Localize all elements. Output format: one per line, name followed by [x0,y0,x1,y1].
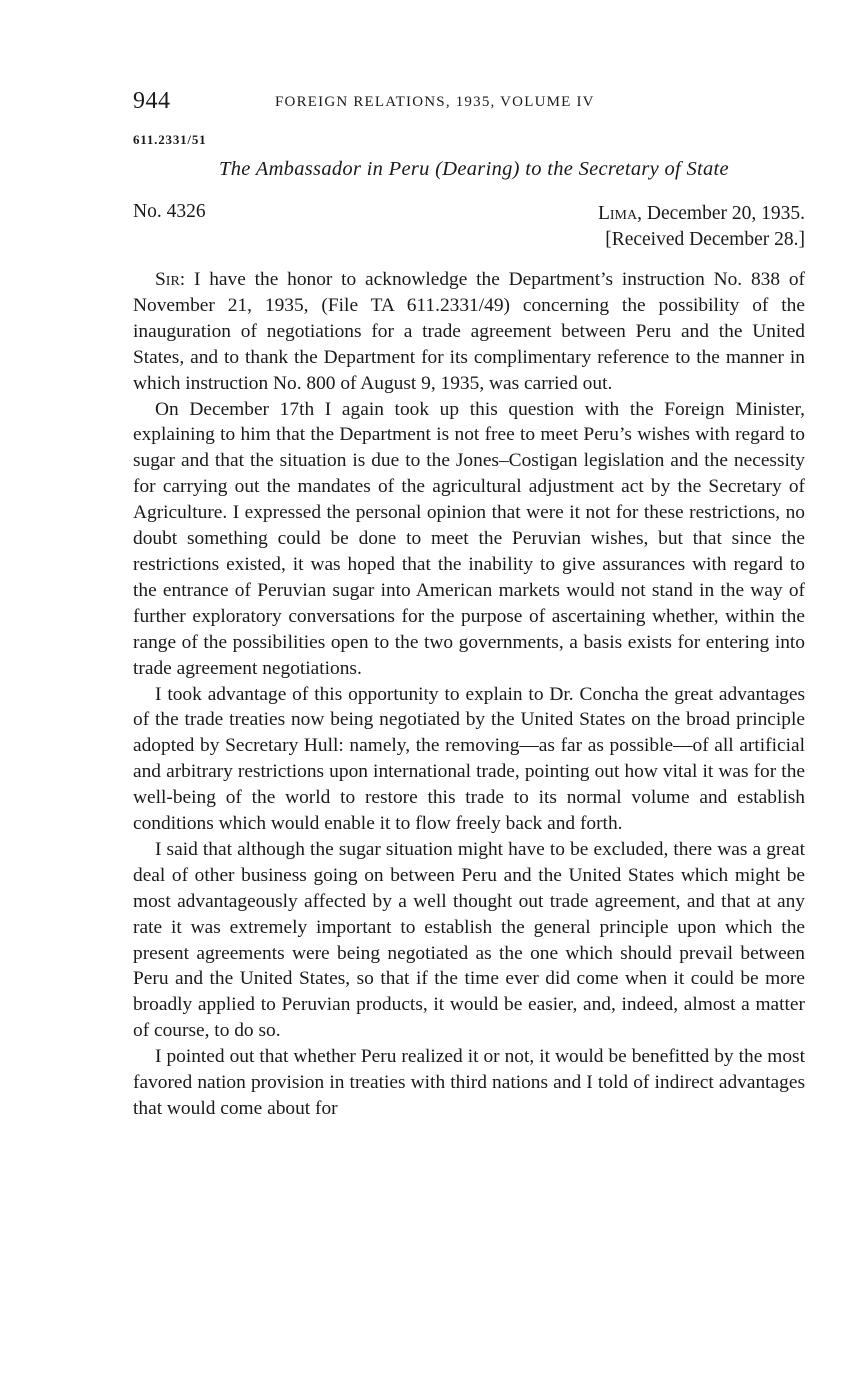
received-date: [Received December 28.] [605,229,805,250]
running-title: FOREIGN RELATIONS, 1935, VOLUME IV [275,94,595,110]
paragraph: I said that although the sugar situation might have to be excluded, there was a great deal of other business going on between Peru and the United States which might be most advantageously affected by a well thought out trade agreement, and that at any rate it was extremely important to establish the general principle upon which the present agreements were being negotiated as the one which should prevail between Peru and the United States, so that if the time ever did come when it could be more broadly applied to Peruvian products, it would be easier, and, indeed, almost a matter of course, to do so. [133,838,805,1042]
file-number: 611.2331/51 [133,132,207,147]
paragraph: I took advantage of this opportunity to explain to Dr. Concha the great advantages of the trade treaties now being negotiated by the United States on the broad principle adopted by Secretary Hull: namely, the removing—as far as possible—of all artificial and arbitrary restrictions upon international trade, pointing out how vital it was for the well-being of the world to restore this trade to its normal volume and establish conditions which would enable it to flow freely back and forth. [133,683,805,835]
paragraph [133,267,805,397]
place-date [598,201,805,227]
paragraph: On December 17th I again took up this question with the Foreign Minister, explaining to him that the Department is not free to meet Peru’s wishes with regard to sugar and that the situation is due to the Jones–Costigan legislation and the necessity for carrying out the mandates of the agricultural adjustment act by the Secretary of Agriculture. I expressed the personal opinion that were it not for these restrictions, no doubt something could be done to meet the Peruvian wishes, but that since the restrictions existed, it was hoped that the inability to give assurances with regard to the entrance of Peruvian sugar into American markets would not stand in the way of further exploratory conversations for the purpose of ascertaining whether, within the range of the possibilities open to the two governments, a basis exists for entering into trade agreement negotiations. [133,398,805,679]
salutation: Sir [155,269,180,290]
dateline-right [598,201,805,253]
dateline [133,201,805,255]
page-number: 944 [133,88,171,114]
paragraph: I pointed out that whether Peru realized it or not, it would be benefitted by the most favored nation provision in treaties with third nations and I told of indirect advantages that would come about for [133,1046,805,1119]
document-page [133,88,805,1122]
date: , December 20, 1935. [637,203,805,224]
running-head [133,88,805,122]
document-title: The Ambassador in Peru (Dearing) to the Secretary of State [219,158,729,180]
paragraph-text: : I have the honor to acknowledge the Department’s instruction No. 838 of November 21, 1935, (File TA 611.2331/49) concerning the possibility of the inauguration of negotiations for a trade agreement between Peru and the United States, and to thank the Department for its complimentary reference to the manner in which instruction No. 800 of August 9, 1935, was carried out. [133,269,805,394]
letter-body [133,267,805,1122]
dispatch-number: No. 4326 [133,201,206,222]
place: Lima [597,203,638,224]
